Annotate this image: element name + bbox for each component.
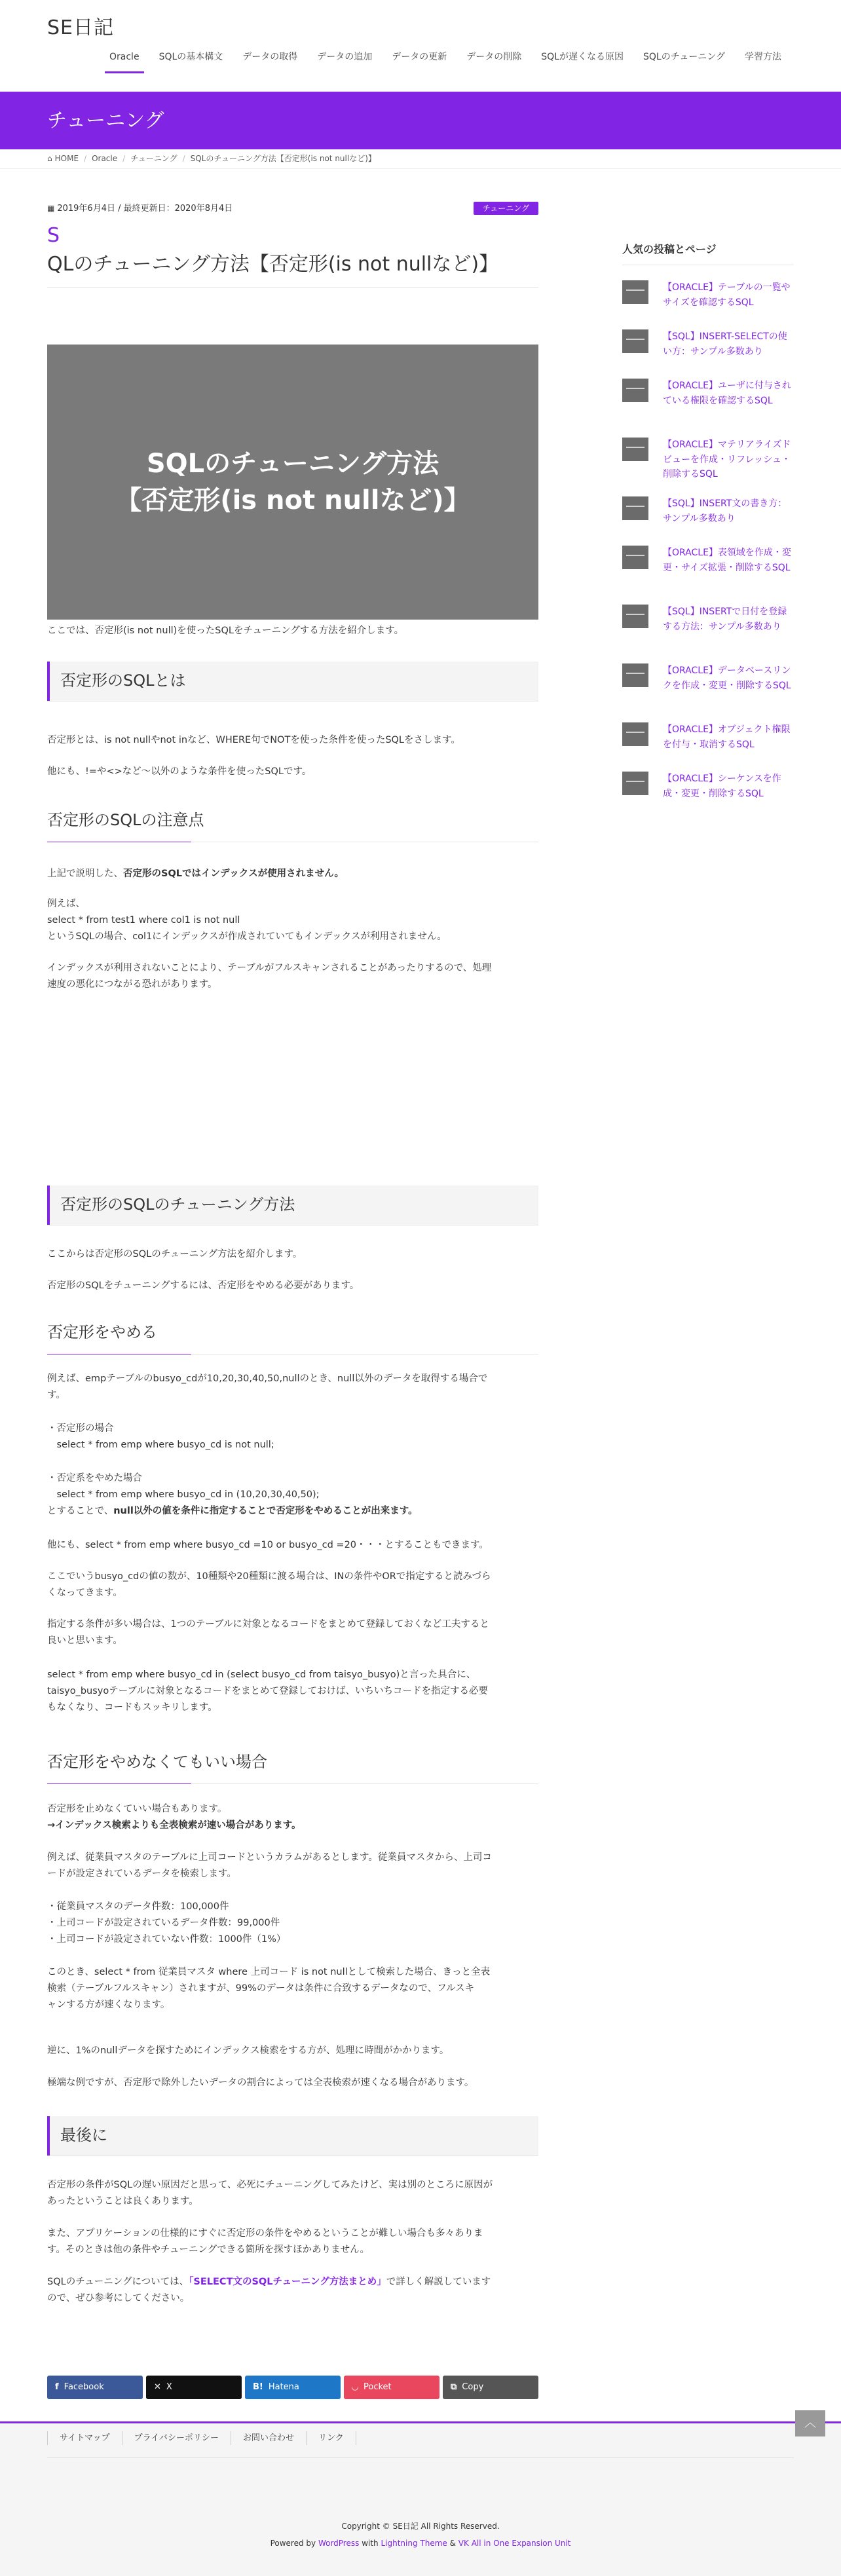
paragraph: 例えば、 select * from test1 where col1 is not null というSQLの場合、col1にインデックスが作成されていてもインデックスが利用されません。 — [47, 899, 447, 942]
breadcrumb — [0, 149, 841, 169]
category-badge[interactable]: チューニング — [474, 202, 538, 215]
nav-item-sql-basic[interactable]: SQLの基本構文 — [159, 52, 223, 62]
heading-negative-sql: 否定形のSQLとは — [47, 662, 538, 701]
nav-item-update[interactable]: データの更新 — [392, 52, 447, 62]
calendar-icon: ▦ — [47, 204, 55, 213]
paragraph: 他にも、!=や<>など〜以外のような条件を使ったSQLです。 — [47, 766, 312, 777]
nav-item-select[interactable]: データの取得 — [242, 52, 298, 62]
popular-post-item[interactable]: 【ORACLE】マテリアライズドビューを作成・リフレッシュ・削除するSQL — [622, 438, 794, 482]
breadcrumb-separator: / — [84, 153, 87, 163]
post-thumbnail — [622, 438, 648, 461]
paragraph: 例えば、従業員マスタのテーブルに上司コードというカラムがあるとします。従業員マスタから、上司コ ードが設定されているデータを検索します。 — [47, 1852, 492, 1879]
paragraph: 否定形の条件がSQLの遅い原因だと思って、必死にチューニングしてみたけど、実は別のところに原因が あったということは良くあります。 — [47, 2180, 493, 2207]
paragraph: ・否定系をやめた場合 select * from emp where busyo_cd in (10,20,30,40,50); とすることで、null以外の値を条件に指定することで否定形をやめることが出来ます。 — [47, 1473, 418, 1516]
footer-link-contact[interactable]: お問い合わせ — [231, 2431, 306, 2445]
footer-nav — [47, 2431, 356, 2445]
entry-meta — [47, 202, 538, 215]
nav-item-learning[interactable]: 学習方法 — [745, 52, 782, 62]
page-header — [0, 92, 841, 149]
share-buttons — [47, 2376, 538, 2399]
post-thumbnail — [622, 329, 648, 353]
paragraph: 否定形とは、is not nullやnot inなど、WHERE句でNOTを使った条件を使ったSQLをさします。 — [47, 735, 460, 745]
nav-item-insert[interactable]: データの追加 — [317, 52, 373, 62]
eyecatch-image — [47, 345, 538, 620]
global-nav — [100, 47, 791, 73]
share-copy-button[interactable]: ⧉ Copy — [443, 2376, 538, 2399]
breadcrumb-tuning[interactable]: チューニング — [130, 153, 178, 163]
paragraph: SQLのチューニングについては、「SELECT文のSQLチューニング方法まとめ」で詳しく解説しています ので、ぜひ参考にしてください。 — [47, 2277, 491, 2304]
breadcrumb-separator: / — [122, 153, 126, 163]
paragraph: インデックスが利用されないことにより、テーブルがフルスキャンされることがあったりするので、処理 速度の悪化につながる恐れがあります。 — [47, 963, 492, 990]
page-header-title: チューニング — [47, 109, 164, 132]
popular-post-item[interactable]: 【ORACLE】シーケンスを作成・変更・削除するSQL — [622, 772, 794, 801]
entry-title-first: S — [47, 224, 60, 247]
breadcrumb-home[interactable]: HOME — [54, 153, 79, 163]
copy-icon: ⧉ — [451, 2382, 457, 2393]
paragraph: 否定形のSQLをチューニングするには、否定形をやめる必要があります。 — [47, 1280, 360, 1291]
breadcrumb-separator: / — [182, 153, 185, 163]
popular-post-item[interactable]: 【ORACLE】データベースリンクを作成・変更・削除するSQL — [622, 663, 794, 693]
share-pocket-button[interactable]: ◡ Pocket — [344, 2376, 439, 2399]
x-icon: ✕ — [154, 2382, 161, 2393]
lightning-theme-link[interactable]: Lightning Theme — [381, 2539, 447, 2548]
popular-post-item[interactable]: 【ORACLE】テーブルの一覧やサイズを確認するSQL — [622, 280, 794, 310]
paragraph: 逆に、1%のnullデータを探すためにインデックス検索をする方が、処理に時間がかかります。 — [47, 2045, 449, 2056]
paragraph: select * from emp where busyo_cd in (select busyo_cd from taisyo_busyo)と言った具合に、 taisyo_busyoテーブルに対象となるコードをまとめて登録しておけば、いちいちコードを指定する必要 もなくなり、コードもスッキリします。 — [47, 1670, 488, 1713]
share-facebook-button[interactable]: f Facebook — [47, 2376, 143, 2399]
share-x-button[interactable]: ✕ X — [146, 2376, 242, 2399]
copyright: Copyright © SE日記 All Rights Reserved. — [341, 2522, 500, 2531]
hatena-icon: B! — [253, 2382, 263, 2393]
share-hatena-button[interactable]: B! Hatena — [245, 2376, 341, 2399]
popular-post-item[interactable]: 【ORACLE】ユーザに付与されている権限を確認するSQL — [622, 379, 794, 408]
heading-tuning-method: 否定形のSQLのチューニング方法 — [47, 1185, 538, 1225]
sidebar-title: 人気の投稿とページ — [622, 241, 794, 265]
paragraph: ここでいうbusyo_cdの値の数が、10種類や20種類に渡る場合は、INの条件やORで指定すると読みづら くなってきます。 — [47, 1571, 491, 1598]
heading-stop-negative: 否定形をやめる — [47, 1320, 538, 1354]
nav-item-slow-sql[interactable]: SQLが遅くなる原因 — [541, 52, 624, 62]
paragraph: ・否定形の場合 select * from emp where busyo_cd is not null; — [47, 1423, 274, 1450]
breadcrumb-current: SQLのチューニング方法【否定形(is not nullなど)】 — [190, 153, 376, 163]
post-thumbnail — [622, 379, 648, 402]
eyecatch-text: SQLのチューニング方法 【否定形(is not nullなど)】 — [115, 449, 470, 515]
breadcrumb-oracle[interactable]: Oracle — [92, 153, 118, 163]
nav-item-tuning[interactable]: SQLのチューニング — [643, 52, 726, 62]
post-thumbnail — [622, 722, 648, 746]
entry-title-rest: QLのチューニング方法【否定形(is not nullなど)】 — [47, 253, 499, 276]
popular-post-item[interactable]: 【SQL】INSERTで日付を登録する方法：サンプル多数あり — [622, 605, 794, 634]
post-thumbnail — [622, 496, 648, 520]
home-icon: ⌂ — [47, 153, 52, 163]
footer-link-links[interactable]: リンク — [306, 2431, 356, 2445]
post-thumbnail — [622, 772, 648, 795]
heading-conclusion: 最後に — [47, 2116, 538, 2156]
site-footer — [0, 2421, 841, 2576]
entry-title — [47, 221, 538, 288]
heading-no-need: 否定形をやめなくてもいい場合 — [47, 1749, 538, 1784]
paragraph: 指定する条件が多い場合は、1つのテーブルに対象となるコードをまとめて登録しておくなど工夫すると 良いと思います。 — [47, 1619, 489, 1646]
nav-item-delete[interactable]: データの削除 — [466, 52, 522, 62]
post-thumbnail — [622, 605, 648, 628]
entry-date: 2019年6月4日 / 最終更新日：2020年8月4日 — [57, 204, 233, 214]
paragraph: また、アプリケーションの仕様的にすぐに否定形の条件をやめるということが難しい場合も多々ありま す。そのときは他の条件やチューニングできる箇所を探すほかありません。 — [47, 2228, 483, 2255]
facebook-icon: f — [55, 2382, 59, 2393]
intro-paragraph: ここでは、否定形(is not null)を使ったSQLをチューニングする方法を紹介します。 — [47, 625, 404, 636]
summary-link[interactable]: 「SELECT文のSQLチューニング方法まとめ」 — [189, 2277, 386, 2287]
heading-caution: 否定形のSQLの注意点 — [47, 808, 538, 842]
popular-post-item[interactable]: 【SQL】INSERT文の書き方：サンプル多数あり — [622, 496, 794, 526]
arrow-up-icon: ︿ — [804, 2416, 816, 2430]
paragraph: ・従業員マスタのデータ件数：100,000件 ・上司コードが設定されているデータ件数：99,000件 ・上司コードが設定されていない件数：1000件（1%） — [47, 1901, 286, 1945]
post-thumbnail — [622, 546, 648, 569]
paragraph: 極端な例ですが、否定形で除外したいデータの割合によっては全表検索が速くなる場合があります。 — [47, 2078, 474, 2088]
footer-link-sitemap[interactable]: サイトマップ — [47, 2431, 122, 2445]
post-thumbnail — [622, 663, 648, 687]
paragraph: ここからは否定形のSQLのチューニング方法を紹介します。 — [47, 1249, 303, 1260]
vk-expansion-link[interactable]: VK All in One Expansion Unit — [458, 2539, 571, 2548]
site-title[interactable]: SE日記 — [47, 16, 114, 39]
powered-by: Powered by WordPress with Lightning Theme & VK All in One Expansion Unit — [270, 2539, 571, 2548]
wordpress-link[interactable]: WordPress — [318, 2539, 360, 2548]
post-thumbnail — [622, 280, 648, 304]
pocket-icon: ◡ — [352, 2382, 358, 2393]
site-header — [0, 0, 841, 92]
footer-link-privacy[interactable]: プライバシーポリシー — [122, 2431, 231, 2445]
nav-item-oracle[interactable]: Oracle — [100, 47, 149, 73]
paragraph: 上記で説明した、否定形のSQLではインデックスが使用されません。 — [47, 868, 344, 879]
popular-post-item[interactable]: 【ORACLE】オブジェクト権限を付与・取消するSQL — [622, 722, 794, 752]
footer-divider — [47, 2457, 794, 2458]
paragraph: 他にも、select * from emp where busyo_cd =10 or busyo_cd =20・・・とすることもできます。 — [47, 1540, 489, 1550]
page-top-button[interactable] — [795, 2410, 825, 2436]
paragraph: このとき、select * from 従業員マスタ where 上司コード is not nullとして検索した場合、きっと全表 検索（テーブルフルスキャン）されますが、99%のデータは条件に合致するデータなので、フルスキ ャンする方が速くなります。 — [47, 1967, 491, 2010]
paragraph: 否定形を止めなくていい場合もあります。 →インデックス検索よりも全表検索が速い場合があります。 — [47, 1804, 301, 1831]
popular-post-item[interactable]: 【SQL】INSERT-SELECTの使い方：サンプル多数あり — [622, 329, 794, 359]
paragraph: 例えば、empテーブルのbusyo_cdが10,20,30,40,50,nullのとき、null以外のデータを取得する場合で す。 — [47, 1373, 488, 1400]
popular-post-item[interactable]: 【ORACLE】表領域を作成・変更・サイズ拡張・削除するSQL — [622, 546, 794, 575]
